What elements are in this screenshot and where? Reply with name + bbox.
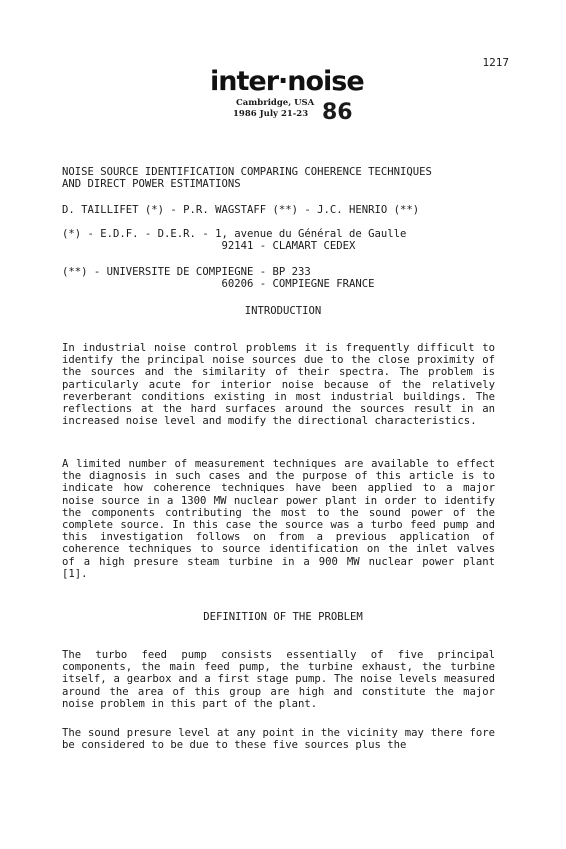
conference-logo [0,66,566,132]
intro-paragraph-2: A limited number of measurement techniques are available to effect the diagnosis in such cases and the purpose of this article is to indicate how coherence techniques have been applied to a major noise source in a 1300 MW nuclear power plant in order to identify the components contributing the most to the sound power of the complete source. In this case the source was a turbo feed pump and this investigation follows on from a previous application of coherence techniques to source identification on the inlet valves of a high presure steam turbine in a 900 MW nuclear power plant [1]. [62,458,495,580]
definition-heading: DEFINITION OF THE PROBLEM [203,611,363,623]
affiliation-2-line-2: 60206 - COMPIEGNE FRANCE [62,278,375,290]
title-line-1: NOISE SOURCE IDENTIFICATION COMPARING COHERENCE TECHNIQUES [62,166,432,178]
intro-paragraph-1: In industrial noise control problems it is frequently difficult to identify the principal noise sources due to the close proximity of the sources and the similarity of their spectra. The problem is particularly acute for interior noise because of the relatively reverberant conditions existing in most industrial buildings. The reflections at the hard surfaces around the sources result in an increased noise level and modify the directional characteristics. [62,342,495,428]
introduction-heading: INTRODUCTION [244,305,322,317]
title-line-2: AND DIRECT POWER ESTIMATIONS [62,178,241,190]
authors: D. TAILLIFET (*) - P.R. WAGSTAFF (**) - J.C. HENRIO (**) [62,204,420,216]
affiliation-2-line-1: (**) - UNIVERSITE DE COMPIEGNE - BP 233 [62,266,311,278]
definition-paragraph-2: The sound presure level at any point in the vicinity may there fore be considered to be due to these five sources plus the [62,727,495,752]
logo-dates: 1986 July 21-23 [233,109,309,119]
logo-location: Cambridge, USA [236,98,315,108]
page-number: 1217 [482,56,509,69]
logo-year: 86 [322,100,353,125]
logo-wordmark: inter·noise [210,66,364,97]
affiliation-1-line-2: 92141 - CLAMART CEDEX [62,240,356,252]
affiliation-1-line-1: (*) - E.D.F. - D.E.R. - 1, avenue du Général de Gaulle [62,228,407,240]
definition-paragraph-1: The turbo feed pump consists essentially of five principal components, the main feed pump, the turbine exhaust, the turbine itself, a gearbox and a first stage pump. The noise levels measured around the area of this group are high and constitute the major noise problem in this part of the plant. [62,649,495,710]
